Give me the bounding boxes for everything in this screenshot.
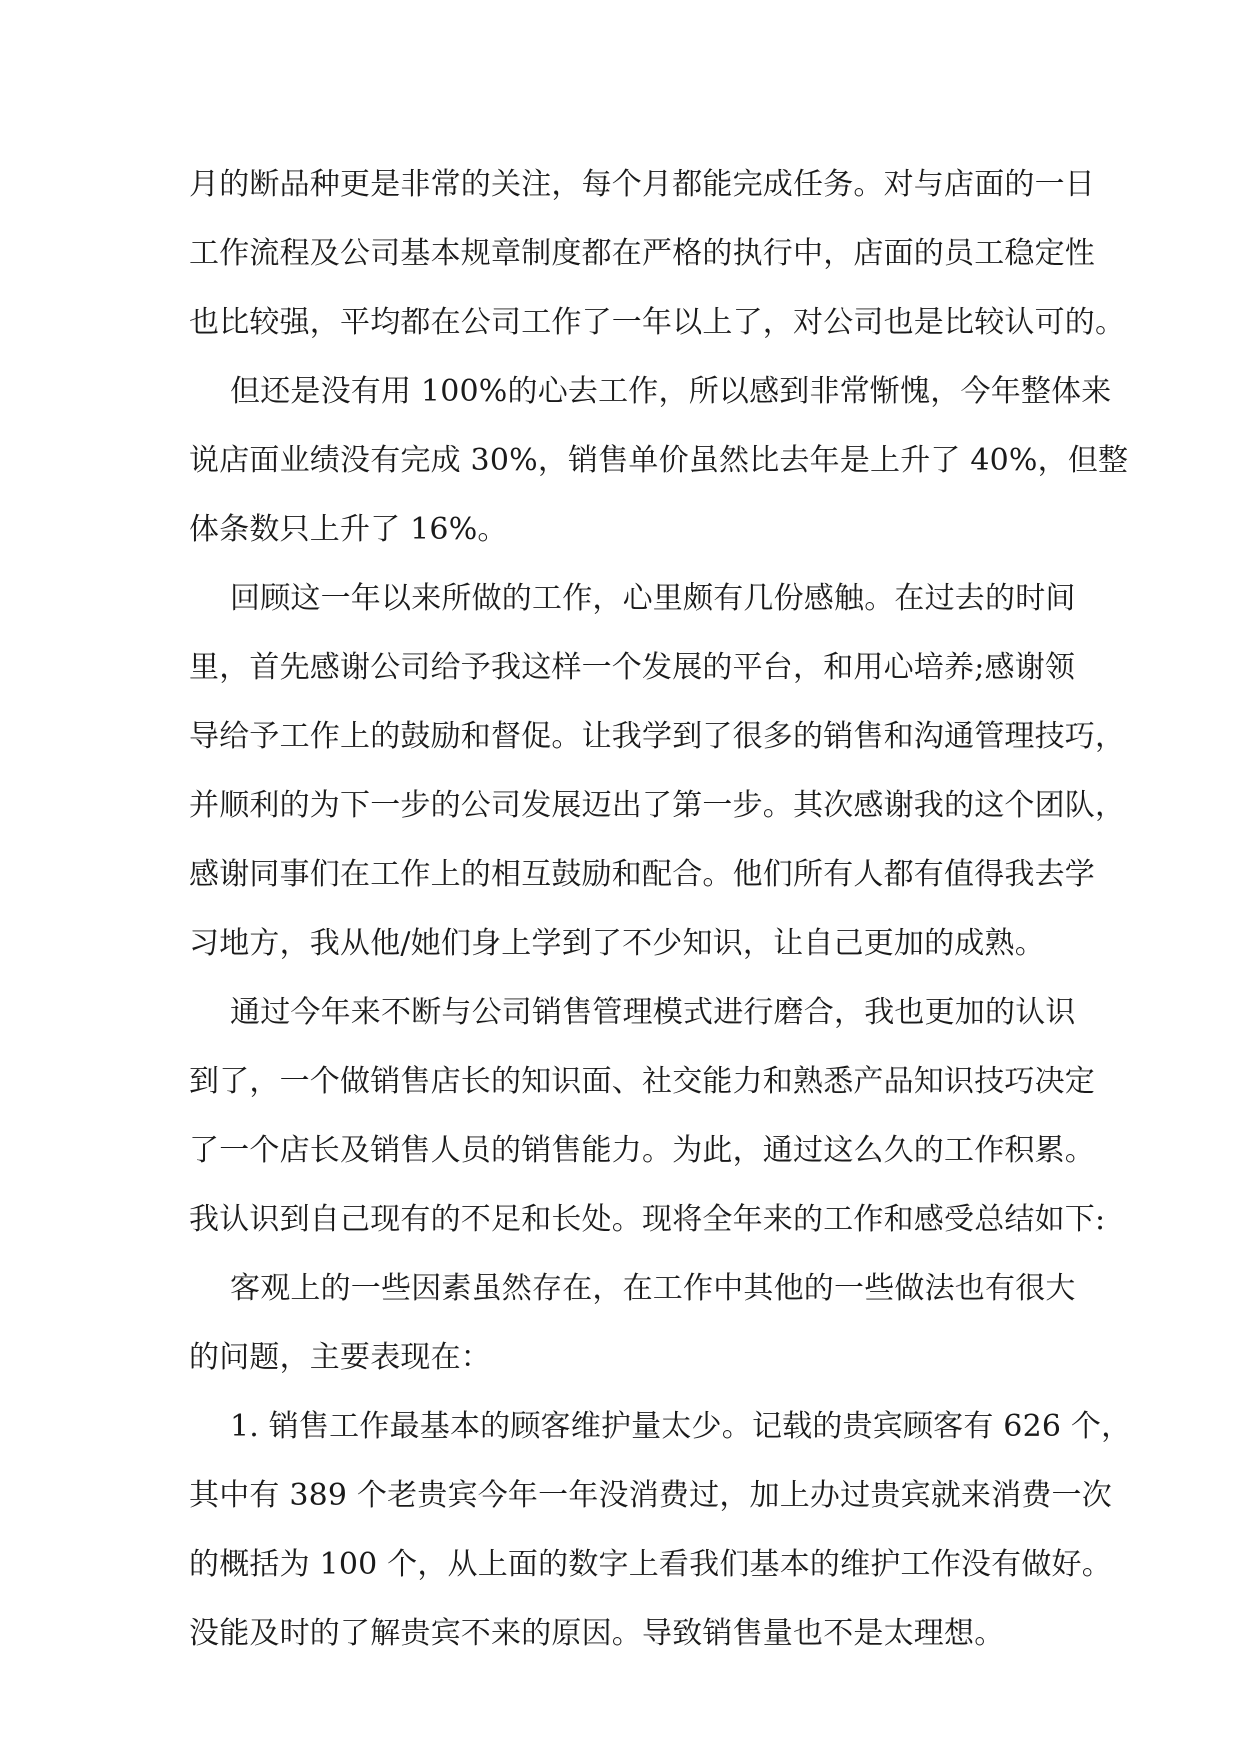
text-line: 其中有 389 个老贵宾今年一年没消费过，加上办过贵宾就来消费一次 xyxy=(189,1478,1112,1513)
text-line: 但还是没有用 100%的心去工作，所以感到非常惭愧，今年整体来 xyxy=(230,374,1112,409)
body-text xyxy=(189,150,1132,1668)
text-line: 也比较强，平均都在公司工作了一年以上了，对公司也是比较认可的。 xyxy=(189,305,1126,340)
text-line: 月的断品种更是非常的关注，每个月都能完成任务。对与店面的一日 xyxy=(189,167,1095,202)
text-line: 习地方，我从他/她们身上学到了不少知识，让自己更加的成熟。 xyxy=(189,926,1045,961)
text-line: 我认识到自己现有的不足和长处。现将全年来的工作和感受总结如下: xyxy=(189,1202,1106,1237)
text-line: 的问题，主要表现在： xyxy=(189,1340,491,1375)
text-line: 回顾这一年以来所做的工作，心里颇有几份感触。在过去的时间 xyxy=(230,581,1076,616)
text-line: 1. 销售工作最基本的顾客维护量太少。记载的贵宾顾客有 626 个， xyxy=(230,1409,1132,1444)
text-line: 导给予工作上的鼓励和督促。让我学到了很多的销售和沟通管理技巧， xyxy=(189,719,1126,754)
text-line: 了一个店长及销售人员的销售能力。为此，通过这么久的工作积累。 xyxy=(189,1133,1095,1168)
text-line: 并顺利的为下一步的公司发展迈出了第一步。其次感谢我的这个团队， xyxy=(189,788,1126,823)
text-line: 里，首先感谢公司给予我这样一个发展的平台，和用心培养;感谢领 xyxy=(189,650,1076,685)
text-line: 说店面业绩没有完成 30%，销售单价虽然比去年是上升了 40%，但整 xyxy=(189,443,1129,478)
text-line: 的概括为 100 个，从上面的数字上看我们基本的维护工作没有做好。 xyxy=(189,1547,1112,1582)
text-line: 到了，一个做销售店长的知识面、社交能力和熟悉产品知识技巧决定 xyxy=(189,1064,1095,1099)
text-line: 没能及时的了解贵宾不来的原因。导致销售量也不是太理想。 xyxy=(189,1616,1005,1651)
text-line: 工作流程及公司基本规章制度都在严格的执行中，店面的员工稳定性 xyxy=(189,236,1095,271)
text-line: 通过今年来不断与公司销售管理模式进行磨合，我也更加的认识 xyxy=(230,995,1076,1030)
text-line: 体条数只上升了 16%。 xyxy=(189,512,508,547)
text-line: 客观上的一些因素虽然存在，在工作中其他的一些做法也有很大 xyxy=(230,1271,1076,1306)
text-line: 感谢同事们在工作上的相互鼓励和配合。他们所有人都有值得我去学 xyxy=(189,857,1095,892)
